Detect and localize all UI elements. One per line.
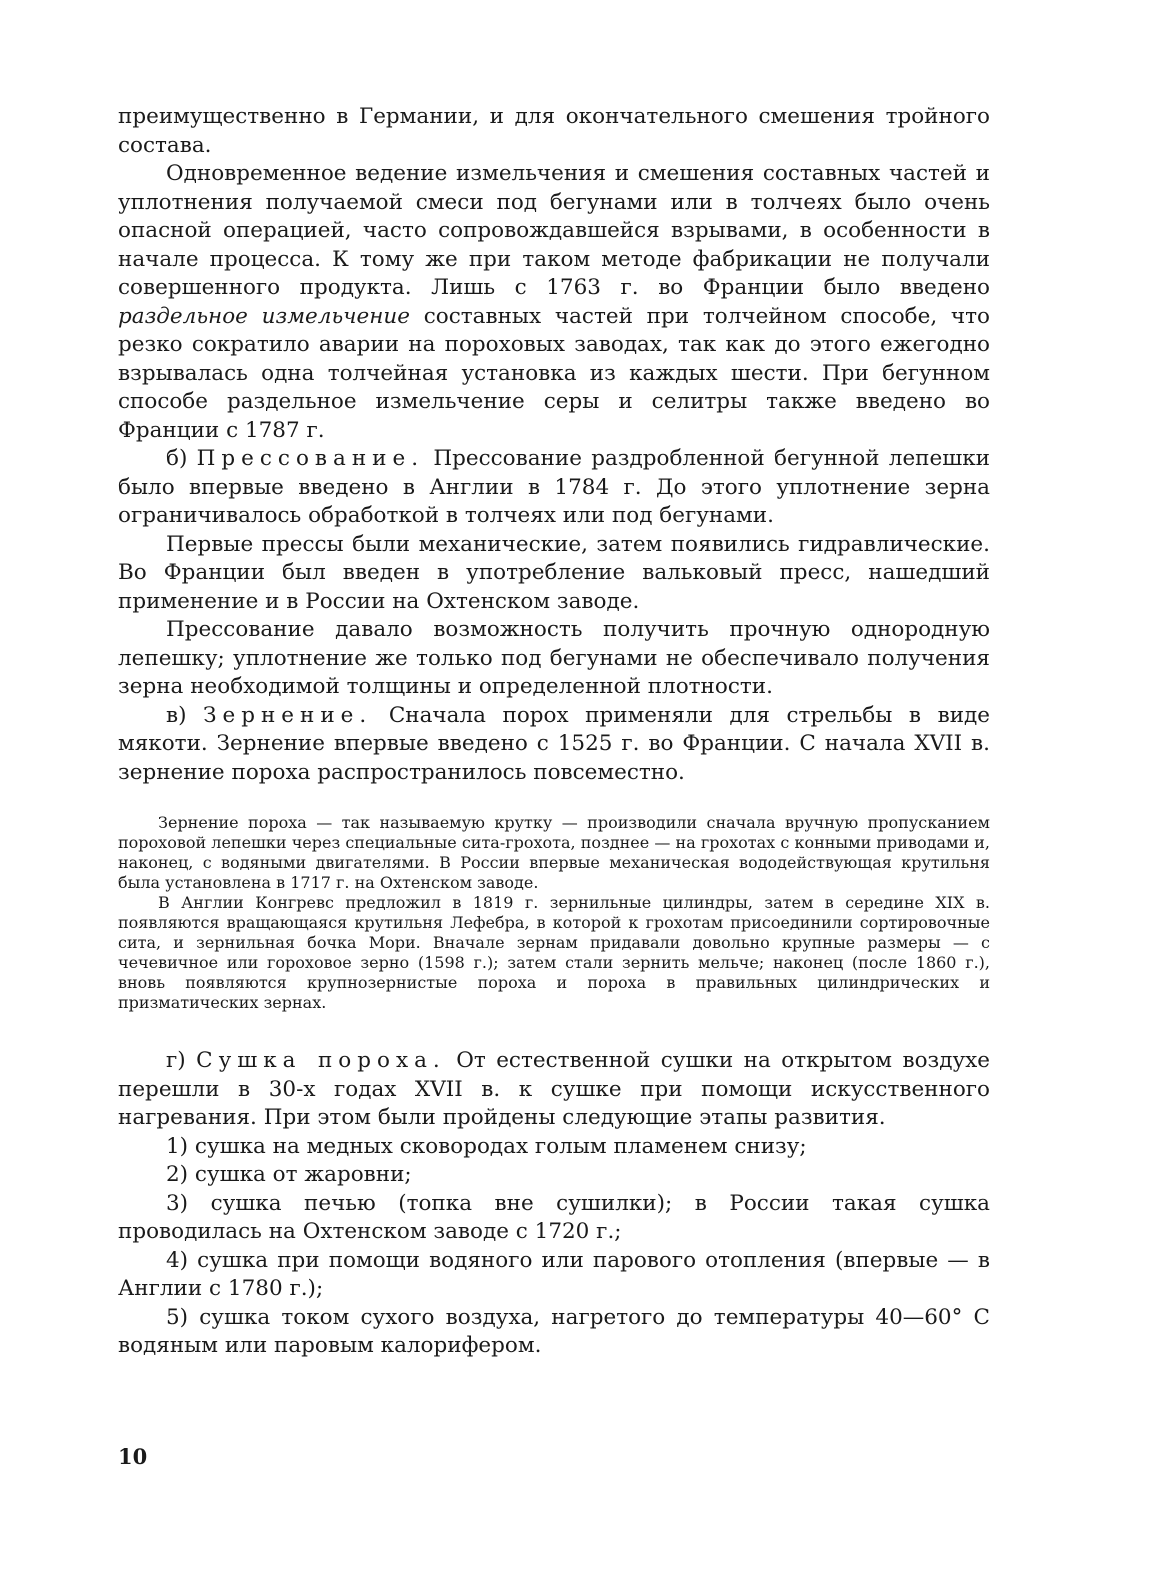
section-pressing xyxy=(118,445,990,531)
main-text xyxy=(118,103,990,787)
section-label: г) xyxy=(166,1048,186,1073)
paragraph-grinding xyxy=(118,160,990,445)
list-item: 1) сушка на медных сковородах голым пламенем снизу; xyxy=(166,1133,807,1159)
section-text: От естественной сушки на открытом воздухе перешли в 30-х годах XVII в. к сушке при помощи искусственного нагревания. При этом были пройдены следующие этапы развития. xyxy=(118,1048,990,1130)
section-heading: Прессование. xyxy=(196,446,425,471)
section-graining xyxy=(118,702,990,788)
drying-stages-list xyxy=(118,1133,990,1361)
paragraph-pressing-benefit: Прессование давало возможность получить прочную однородную лепешку; уплотнение же только под бегунами не обеспечивало получения зерна необходимой толщины и определенной плотности. xyxy=(118,617,990,699)
section-drying xyxy=(118,1047,990,1133)
drying-section xyxy=(118,1047,990,1133)
page-number: 10 xyxy=(118,1444,148,1469)
list-item: 3) сушка печью (топка вне сушилки); в России такая сушка проводилась на Охтенском заводе с 1720 г.; xyxy=(118,1190,990,1244)
paragraph-grinding-text-2: составных частей при толчейном способе, что резко сократило аварии на пороховых заводах, так как до этого ежегодно взрывалась одна толчейная установка из каждых шести. При бегунном способе раздельное измельчение серы и селитры также введено во Франции с 1787 г. xyxy=(118,303,990,443)
italic-term: раздельное измельчение xyxy=(118,303,410,329)
page-content xyxy=(118,103,990,1361)
section-label: в) xyxy=(166,702,187,728)
small-print-note xyxy=(118,813,990,1013)
list-item: 2) сушка от жаровни; xyxy=(166,1162,412,1187)
note-paragraph: Зернение пороха — так называемую крутку — производили сначала вручную пропусканием пороховой лепешки через специальные сита-грохота, позднее — на грохотах с конными приводами и, наконец, с водяными двигателями. В России впервые механическая вододействующая крутильня была установлена в 1717 г. на Охтенском заводе. xyxy=(118,813,990,892)
paragraph-grinding-text-1: Одновременное ведение измельчения и смешения составных частей и уплотнения получаемой смеси под бегунами или в толчеях было очень опасной операцией, часто сопровождавшейся взрывами, в особенности в начале процесса. К тому же при таком методе фабрикации не получали совершенного продукта. Лишь с 1763 г. во Франции было введено xyxy=(118,161,990,300)
section-heading: Сушка пороха. xyxy=(196,1048,446,1073)
list-item: 5) сушка током сухого воздуха, нагретого до температуры 40—60° С водяным или паровым калорифером. xyxy=(118,1304,990,1358)
list-item: 4) сушка при помощи водяного или парового отопления (впервые — в Англии с 1780 г.); xyxy=(118,1247,990,1301)
paragraph-presses: Первые прессы были механические, затем появились гидравлические. Во Франции был введен в употребление вальковый пресс, нашедший применение и в России на Охтенском заводе. xyxy=(118,531,990,614)
intro-paragraph: преимущественно в Германии, и для окончательного смешения тройного состава. xyxy=(118,104,990,158)
section-label: б) xyxy=(166,446,188,471)
note-paragraph: В Англии Конгревс предложил в 1819 г. зернильные цилиндры, затем в середине XIX в. появляются вращающаяся крутильня Лефебра, в которой к грохотам присоединили сортировочные сита, и зернильная бочка Мори. Вначале зернам придавали довольно крупные размеры — с чечевичное или гороховое зерно (1598 г.); затем стали зернить мельче; наконец (после 1860 г.), вновь появляются крупнозернистые пороха и пороха в правильных цилиндрических и призматических зернах. xyxy=(118,893,990,1012)
section-text: Прессование раздробленной бегунной лепешки было впервые введено в Англии в 1784 г. До этого уплотнение зерна ограничивалось обработкой в толчеях или под бегунами. xyxy=(118,446,990,528)
section-heading: Зернение. xyxy=(203,702,373,728)
section-text: Сначала порох применяли для стрельбы в виде мякоти. Зернение впервые введено с 1525 г. во Франции. С начала XVII в. зернение пороха распространилось повсеместно. xyxy=(118,702,990,785)
